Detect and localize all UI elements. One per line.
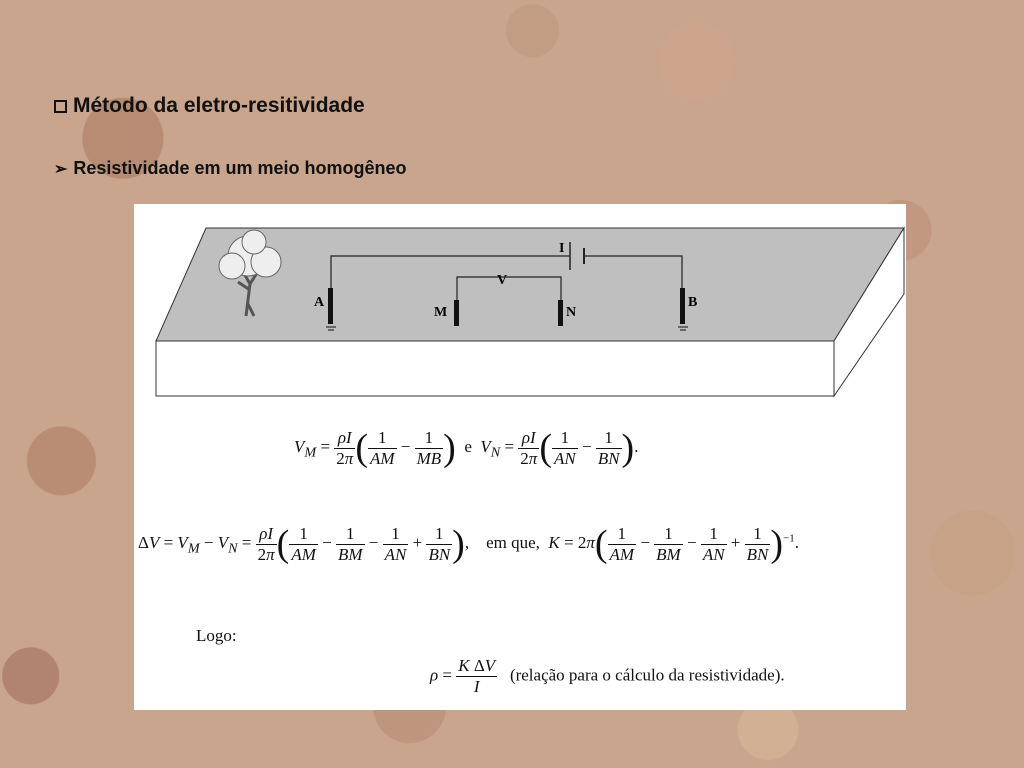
ground-surface <box>156 228 904 341</box>
equation-resistivity: ρ = $\frac{\text{K ΔV}}{I}$ (relação para o cálculo da resistividade). <box>430 656 785 696</box>
text-relation: (relação para o cálculo da resistividade). <box>509 665 785 685</box>
label-M: M <box>434 305 448 320</box>
ground-front-face <box>156 341 834 396</box>
equation-potentials: $V_M$ = $\frac{\rho I}{2\pi}$ ( $\frac{1}{AM}$ − $\frac{1}{MB}$ ) e $V_N$ = $\frac{\rho I}{2\pi}$ ( $\frac{1}{AN}$ − $\frac{1}{BN}$ ). <box>294 427 639 469</box>
text-logo: Logo: <box>196 626 237 645</box>
slide-subtitle <box>54 158 407 179</box>
conjunction-e: e <box>464 436 472 456</box>
checkbox-bullet-icon <box>54 100 67 113</box>
electrode-diagram <box>134 204 906 404</box>
label-N: N <box>566 305 577 320</box>
electrode-N <box>558 300 563 326</box>
arrow-bullet-icon: ➢ <box>54 161 68 178</box>
electrode-M <box>454 300 459 326</box>
label-I: I <box>559 241 565 256</box>
label-B: B <box>688 295 698 310</box>
text-em-que: em que, <box>486 532 540 552</box>
label-V: V <box>497 273 508 288</box>
slide-subtitle-text: Resistividade em um meio homogêneo <box>73 158 407 178</box>
slide-title <box>54 94 365 118</box>
equation-delta-v: $\Delta V = V_M - V_N$ = $\frac{\rho I}{2\pi}$ ( $\frac{1}{AM}$ − $\frac{1}{BM}$ − $\frac{1}{AN}$ + $\frac{1}{BN}$ ), em que, K = 2π( $\frac{1}{AM}$ − $\frac{1}{BM}$ − $\frac{1}{AN}$ + $\frac{1}{BN}$ )$^{-1}$. <box>138 523 799 565</box>
electrode-B <box>680 288 685 324</box>
electrode-A <box>328 288 333 324</box>
label-A: A <box>314 295 325 310</box>
slide-title-text: Método da eletro-resitividade <box>73 94 365 117</box>
figure-panel <box>134 204 906 710</box>
